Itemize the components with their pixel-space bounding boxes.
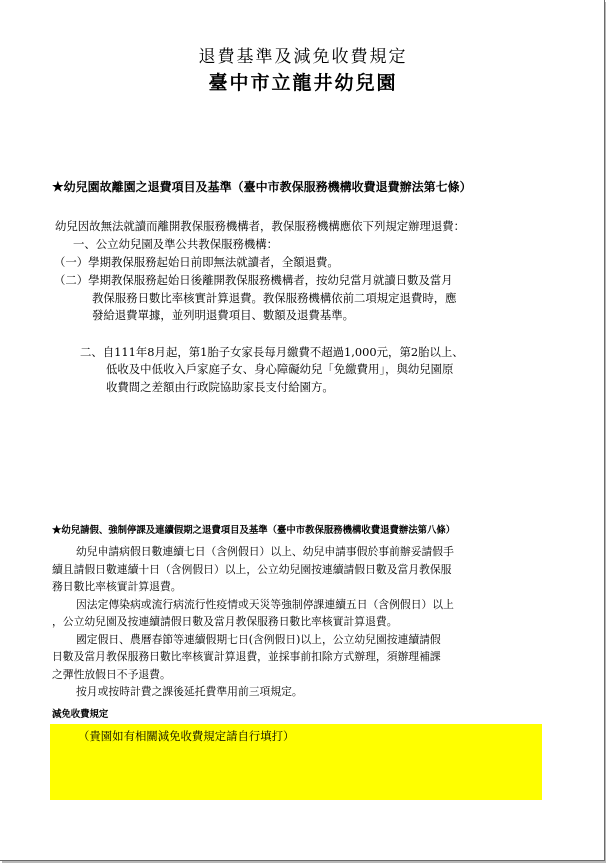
document-title: 退費基準及減免收費規定	[198, 47, 408, 67]
section1-heading-text: 幼兒園故離園之退費項目及基準（臺中市教保服務機構收費退費辦法第七條）	[63, 180, 472, 194]
section1-line: （一）學期教保服務起始日前即無法就讀者，全額退費。	[54, 255, 339, 269]
section1-item2-line: 低收及中低收入戶家庭子女、身心障礙幼兒「免繳費用」，與幼兒園原	[106, 362, 454, 376]
section1-line: 發給退費單據，並列明退費項目、數額及退費基準。	[92, 308, 354, 322]
section1-item2-line: 二、自111年8月起，第1胎子女家長每月繳費不超過1,000元，第2胎以上、	[80, 345, 464, 359]
section1-line: 一、公立幼兒園及準公共教保服務機構：	[73, 237, 279, 251]
fee-waiver-input-area[interactable]	[50, 724, 542, 800]
section2-line: 國定假日、農曆春節等連續假期七日(含例假日)以上，公立幼兒園按連續請假	[76, 633, 441, 646]
section2-line: 之彈性放假日不予退費。	[52, 668, 171, 681]
section2-line: 續且請假日數連續十日（含例假日）以上，公立幼兒園按連續請假日數及當月教保服	[52, 563, 452, 576]
star-icon: ★	[52, 180, 64, 195]
section2-line: 日數及當月教保服務日數比率核實計算退費，並採事前扣除方式辦理，須辦理補課	[52, 650, 441, 663]
section1-heading	[52, 178, 472, 195]
section2-heading-text: 幼兒請假、強制停課及連續假期之退費項目及基準（臺中市教保服務機構收費退費辦法第八條）	[61, 525, 456, 536]
section2-line: 務日數比率核實計算退費。	[52, 580, 182, 593]
star-icon: ★	[52, 525, 62, 536]
section1-line: 幼兒因故無法就讀而離開教保服務機構者，教保服務機構應依下列規定辦理退費：	[55, 219, 466, 233]
section3-heading: 減免收費規定	[52, 709, 109, 720]
section2-line: ，公立幼兒園及按連續請假日數及當月教保服務日數比率核實計算退費。	[52, 615, 398, 628]
section1-line: （二）學期教保服務起始日後離開教保服務機構者，按幼兒當月就讀日數及當月	[54, 273, 453, 287]
section1-line: 教保服務日數比率核實計算退費。教保服務機構依前二項規定退費時，應	[92, 291, 457, 305]
section1-item2-line: 收費間之差額由行政院協助家長支付給園方。	[106, 380, 334, 394]
school-name: 臺中市立龍井幼兒園	[208, 72, 398, 94]
section2-line: 因法定傳染病或流行病流行性疫情或天災等強制停課連續五日（含例假日）以上	[76, 598, 454, 611]
section2-heading	[52, 522, 455, 536]
section2-line: 按月或按時計費之課後延托費準用前三項規定。	[76, 685, 303, 698]
section2-line: 幼兒申請病假日數連續七日（含例假日）以上、幼兒申請事假於事前辦妥請假手	[76, 545, 454, 558]
fee-waiver-note: （貴園如有相關減免收費規定請自行填打）	[78, 729, 295, 743]
